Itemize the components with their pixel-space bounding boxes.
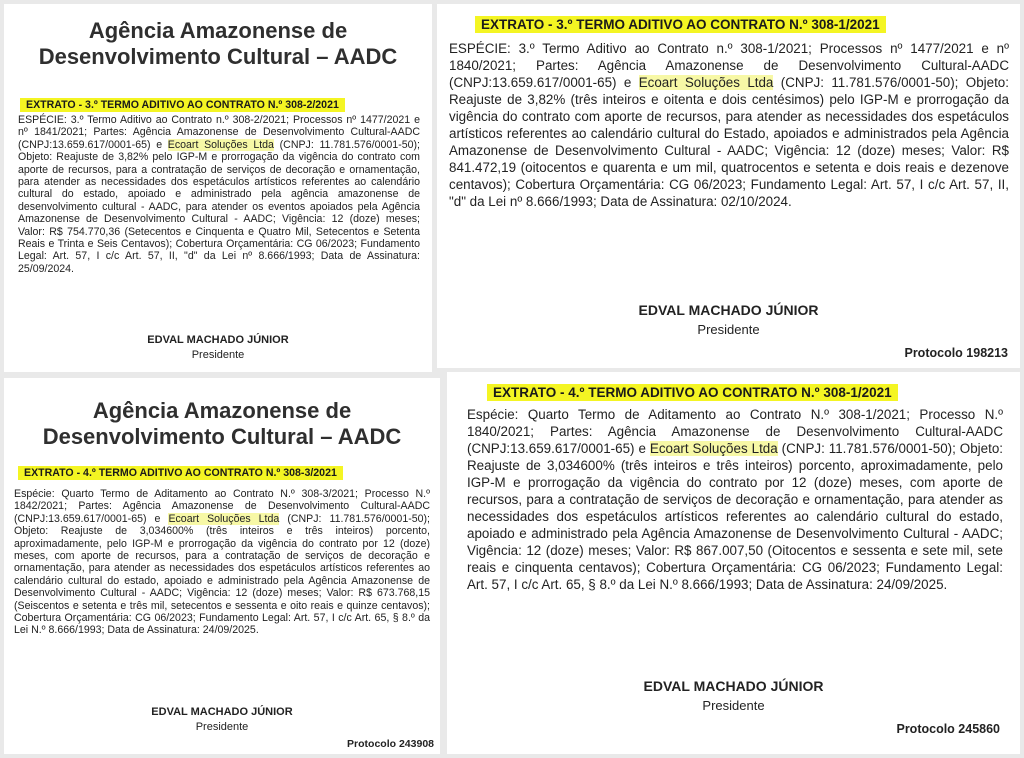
- extract-title: EXTRATO - 3.º TERMO ADITIVO AO CONTRATO N.º 308-1/2021: [475, 16, 886, 33]
- agency-header: [4, 398, 440, 450]
- extract-title: EXTRATO - 4.º TERMO ADITIVO AO CONTRATO N.º 308-3/2021: [18, 466, 343, 480]
- agency-name-line2: Desenvolvimento Cultural – AADC: [42, 424, 402, 449]
- extract-body: ESPÉCIE: 3.º Termo Aditivo ao Contrato n.º 308-2/2021; Processos nº 1477/2021 e nº 1841/2021; Partes: Agência Amazonense de Desenvolvimento Cultural-AADC (CNPJ:13.659.617/0001-65) e Ecoart Soluções Ltda (CNPJ: 11.781.576/0001-50); Objeto: Reajuste de 3,82% pelo IGP-M e prorrogação da vigência do contrato com aporte de recursos, para a contratação de serviços de decoração e ornamentação, para atender as necessidades dos espetáculos artísticos referentes ao calendário cultural do estado, apoiado e administrado pela agência amazonense de desenvolvimento cultural - AADC, para atender os eventos apoiados pela Agência Amazonense de Desenvolvimento Cultural - AADC; Vigência: 12 (doze) meses; Valor: R$ 754.770,36 (Setecentos e Cinquenta e Quatro Mil, Setecentos e Setenta Reais e Trinta e Seis Centavos); Cobertura Orçamentária: CG 06/2023; Fundamento Legal: Art. 57, I c/c Art. 57, II, "d" da Lei nº 8.666/1993; Data de Assinatura: 25/09/2024.: [18, 114, 420, 275]
- agency-name-line2: Desenvolvimento Cultural – AADC: [38, 44, 398, 69]
- signer-name: EDVAL MACHADO JÚNIOR: [643, 678, 824, 694]
- company-highlight: Ecoart Soluções Ltda: [168, 512, 280, 525]
- signer-role: Presidente: [191, 349, 245, 361]
- company-highlight: Ecoart Soluções Ltda: [649, 441, 778, 456]
- agency-header: [4, 18, 432, 70]
- company-highlight: Ecoart Soluções Ltda: [167, 138, 274, 151]
- extract-body: Espécie: Quarto Termo de Aditamento ao Contrato N.º 308-3/2021; Processo N.º 1842/2021; Partes: Agência Amazonense de Desenvolvimento Cultural-AADC (CNPJ:13.659.617/0001-65) e Ecoart Soluções Ltda (CNPJ: 11.781.576/0001-50); Objeto: Reajuste de 3,034600% (três inteiros e três inteiros) porcento, aproximadamente, pelo IGP-M e prorrogação da vigência do contrato por 12 (doze) meses, com aporte de recursos, para a contratação de serviços de decoração e ornamentação, para atender as necessidades dos espetáculos artísticos referentes ao calendário cultural do estado, apoiado e administrado pela Agência Amazonense de Desenvolvimento Cultural - AADC; Vigência: 12 (doze) meses; Valor: R$ 673.768,15 (Seiscentos e setenta e três mil, setecentos e sessenta e oito reais e quinze centavos); Cobertura Orçamentária: CG 06/2023; Fundamento Legal: Art. 57, I c/c Art. 65, § 8.º da Lei N.º 8.666/1993; Data de Assinatura: 24/09/2025.: [14, 488, 430, 637]
- signer-name: EDVAL MACHADO JÚNIOR: [638, 302, 819, 318]
- extract-body: ESPÉCIE: 3.º Termo Aditivo ao Contrato n.º 308-1/2021; Processos nº 1477/2021 e nº 1840/2021; Partes: Agência Amazonense de Desenvolvimento Cultural-AADC (CNPJ:13.659.617/0001-65) e Ecoart Soluções Ltda (CNPJ: 11.781.576/0001-50); Objeto: Reajuste de 3,82% (três inteiros e oitenta e dois centésimos) pelo IGP-M e prorrogação da vigência do contrato com aporte de recursos, para atender as necessidades dos espetáculos artísticos referentes ao calendário cultural do Estado, apoiados e administrados pela Agência Amazonense de Desenvolvimento Cultural - AADC; Vigência: 12 (doze) meses; Valor: R$ 841.472,19 (oitocentos e quarenta e um mil, quatrocentos e setenta e dois reais e dezenove centavos); Cobertura Orçamentária: CG 06/2023; Fundamento Legal: Art. 57, I c/c Art. 57, II, "d" da Lei nº 8.666/1993; Data de Assinatura: 02/10/2024.: [449, 41, 1009, 209]
- signer-role: Presidente: [195, 721, 249, 733]
- protocol-number: Protocolo 243908: [347, 738, 434, 750]
- signer-role: Presidente: [702, 698, 765, 713]
- extract-panel-3rd-amendment-308-1: [437, 4, 1020, 368]
- signer-role: Presidente: [697, 322, 760, 337]
- extract-body: Espécie: Quarto Termo de Aditamento ao Contrato N.º 308-1/2021; Processo N.º 1840/2021; Partes: Agência Amazonense de Desenvolvimento Cultural-AADC (CNPJ:13.659.617/0001-65) e Ecoart Soluções Ltda (CNPJ: 11.781.576/0001-50); Objeto: Reajuste de 3,034600% (três inteiros e três inteiros) porcento, aproximadamente, pelo IGP-M e prorrogação da vigência do contrato por 12 (doze) meses, com aporte de recursos, para a contratação de serviços de decoração e ornamentação, para atender as necessidades dos espetáculos artísticos referentes ao calendário cultural do estado, apoiado e administrado pela Agência Amazonense de Desenvolvimento Cultural - AADC; Vigência: 12 (doze) meses; Valor: R$ 867.007,50 (Oitocentos e sessenta e sete mil, sete reais e cinquenta centavos); Cobertura Orçamentária: CG 06/2023; Fundamento Legal: Art. 57, I c/c Art. 65, § 8.º da Lei N.º 8.666/1993; Data de Assinatura: 24/09/2025.: [467, 407, 1003, 592]
- extract-panel-4th-amendment-308-3: [4, 378, 440, 754]
- agency-name-line1: Agência Amazonense de: [92, 398, 352, 423]
- protocol-number: Protocolo 198213: [904, 346, 1008, 360]
- extract-title: EXTRATO - 4.º TERMO ADITIVO AO CONTRATO N.º 308-1/2021: [487, 384, 898, 401]
- extract-panel-4th-amendment-308-1: [447, 372, 1020, 754]
- signer-name: EDVAL MACHADO JÚNIOR: [151, 706, 293, 718]
- company-highlight: Ecoart Soluções Ltda: [638, 75, 774, 90]
- extract-title: EXTRATO - 3.º TERMO ADITIVO AO CONTRATO N.º 308-2/2021: [20, 98, 345, 112]
- agency-name-line1: Agência Amazonense de: [88, 18, 348, 43]
- extract-panel-3rd-amendment-308-2: [4, 4, 432, 372]
- protocol-number: Protocolo 245860: [896, 722, 1000, 736]
- signer-name: EDVAL MACHADO JÚNIOR: [147, 334, 289, 346]
